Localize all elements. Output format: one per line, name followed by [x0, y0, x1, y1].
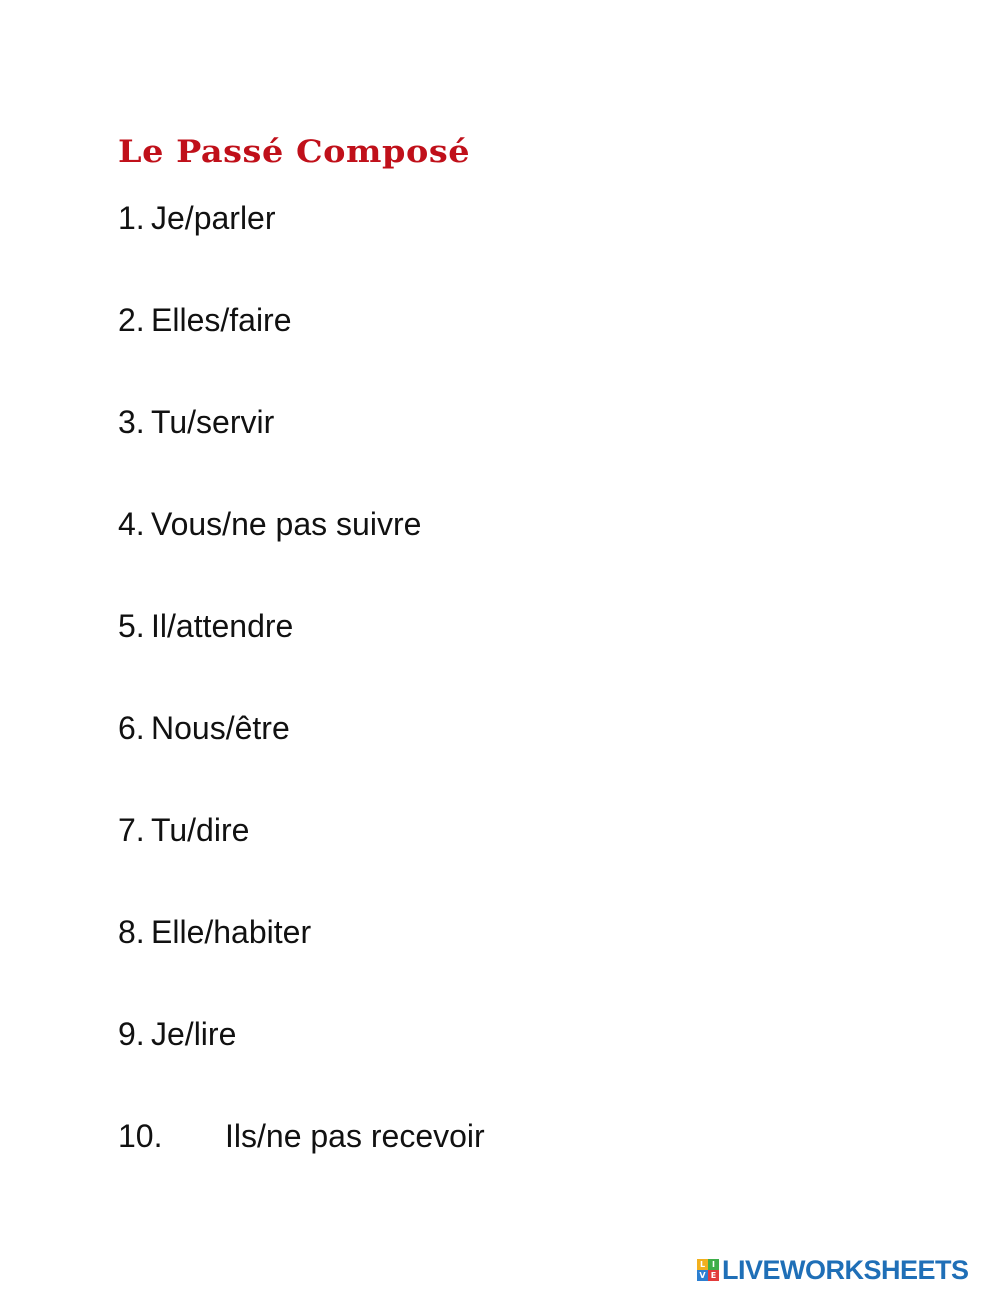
list-item [118, 198, 276, 238]
item-text: Il/attendre [151, 608, 294, 644]
list-item [118, 708, 290, 748]
item-text: Tu/dire [151, 812, 250, 848]
item-text: Nous/être [151, 710, 290, 746]
liveworksheets-brand [697, 1254, 969, 1286]
list-item [118, 402, 274, 442]
list-item [118, 912, 311, 952]
item-number: 4. [118, 506, 145, 542]
item-number: 3. [118, 404, 145, 440]
item-text: Elles/faire [151, 302, 292, 338]
item-text: Elle/habiter [151, 914, 312, 950]
item-text: Je/parler [151, 200, 276, 236]
item-text: Je/lire [151, 1016, 237, 1052]
item-number: 9. [118, 1016, 145, 1052]
item-text: Vous/ne pas suivre [151, 506, 422, 542]
item-number: 2. [118, 302, 145, 338]
logo-letter: E [708, 1270, 719, 1281]
item-number: 6. [118, 710, 145, 746]
item-number: 10. [118, 1118, 163, 1154]
item-number: 8. [118, 914, 145, 950]
item-text: Tu/servir [151, 404, 275, 440]
logo-letter: I [708, 1259, 719, 1270]
logo-letter: V [697, 1270, 708, 1281]
list-item [118, 606, 293, 646]
list-item [118, 300, 292, 340]
list-item [118, 1014, 236, 1054]
item-number: 5. [118, 608, 145, 644]
item-text: Ils/ne pas recevoir [225, 1118, 485, 1154]
page-title: Le Passé Composé [118, 134, 471, 170]
list-item [118, 1116, 485, 1156]
logo-letter: L [697, 1259, 708, 1270]
list-item [118, 504, 421, 544]
list-item [118, 810, 249, 850]
brand-name: LIVEWORKSHEETS [722, 1255, 969, 1285]
item-number: 7. [118, 812, 145, 848]
item-number: 1. [118, 200, 145, 236]
liveworksheets-logo-icon [697, 1259, 719, 1281]
